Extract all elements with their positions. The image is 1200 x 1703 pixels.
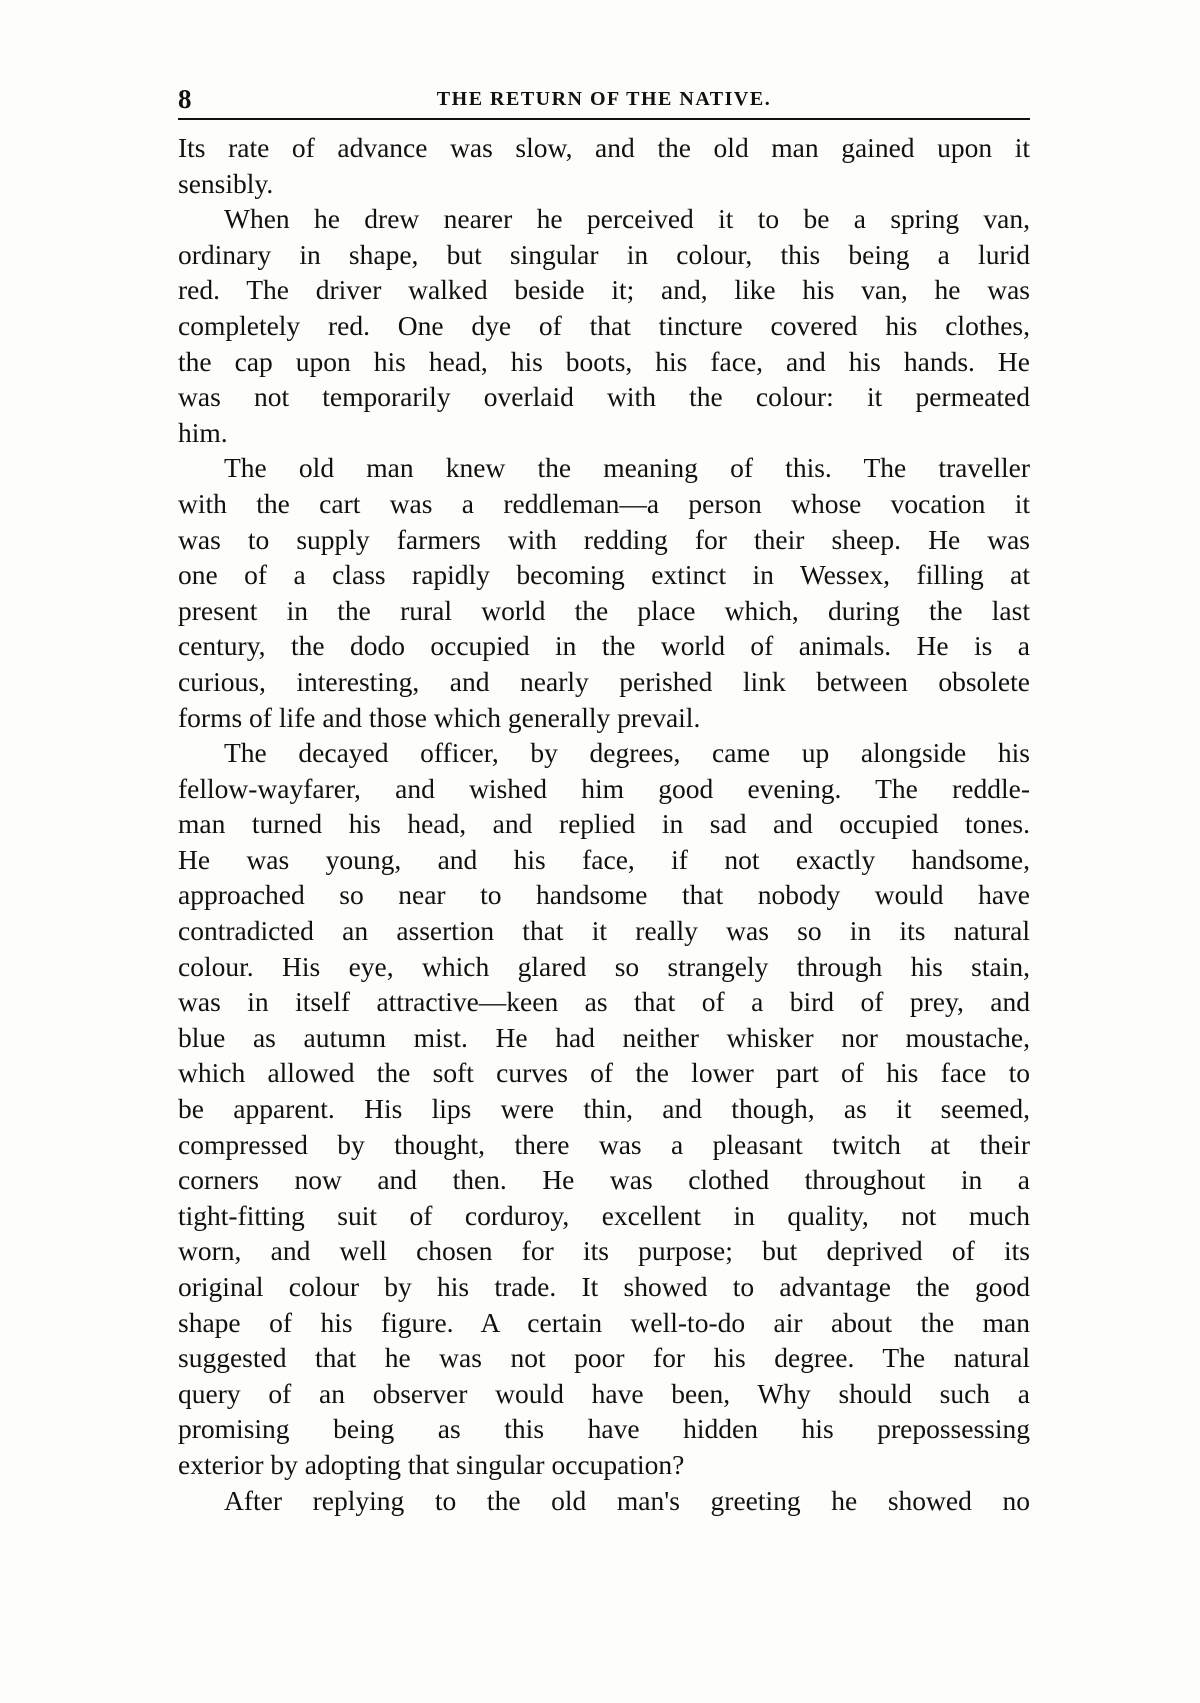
header-rule [178, 118, 1030, 120]
text-line: man turned his head, and replied in sad and occupied tones. [178, 808, 1030, 840]
text-line: The decayed officer, by degrees, came up alongside his [224, 737, 1030, 769]
text-line: present in the rural world the place which, during the last [178, 594, 1030, 626]
text-line: When he drew nearer he perceived it to be a spring van, [224, 203, 1030, 235]
body-text [178, 130, 1030, 1518]
text-line: was to supply farmers with redding for their sheep. He was [178, 523, 1030, 555]
text-line: was not temporarily overlaid with the colour: it permeated [178, 381, 1030, 413]
text-line: which allowed the soft curves of the lower part of his face to [178, 1057, 1030, 1089]
running-title: THE RETURN OF THE NATIVE. [436, 88, 772, 110]
text-line: exterior by adopting that singular occupation? [178, 1448, 685, 1480]
text-line: The old man knew the meaning of this. The traveller [224, 452, 1030, 484]
text-line: completely red. One dye of that tincture covered his clothes, [178, 309, 1030, 341]
text-line: was in itself attractive—keen as that of a bird of prey, and [178, 986, 1030, 1018]
text-line: shape of his figure. A certain well-to-do air about the man [178, 1306, 1030, 1338]
text-line: sensibly. [178, 167, 274, 199]
text-line: fellow-wayfarer, and wished him good evening. The reddle- [178, 772, 1030, 804]
text-line: curious, interesting, and nearly perished link between obsolete [178, 665, 1030, 697]
text-line: suggested that he was not poor for his degree. The natural [178, 1342, 1030, 1374]
running-head [178, 84, 1030, 114]
text-line: corners now and then. He was clothed throughout in a [178, 1164, 1030, 1196]
text-line: blue as autumn mist. He had neither whisker nor moustache, [178, 1021, 1030, 1053]
text-line: He was young, and his face, if not exactly handsome, [178, 843, 1030, 875]
text-line: tight-fitting suit of corduroy, excellent in quality, not much [178, 1199, 1030, 1231]
text-line: century, the dodo occupied in the world of animals. He is a [178, 630, 1030, 662]
text-line: forms of life and those which generally prevail. [178, 701, 701, 733]
text-line: red. The driver walked beside it; and, like his van, he was [178, 274, 1030, 306]
text-line: query of an observer would have been, Why should such a [178, 1377, 1030, 1409]
text-line: After replying to the old man's greeting he showed no [224, 1484, 1030, 1516]
text-line: original colour by his trade. It showed to advantage the good [178, 1271, 1030, 1302]
text-line: the cap upon his head, his boots, his face, and his hands. He [178, 345, 1030, 377]
text-line: contradicted an assertion that it really was so in its natural [178, 915, 1030, 947]
text-line: compressed by thought, there was a pleasant twitch at their [178, 1128, 1030, 1160]
text-line: colour. His eye, which glared so strangely through his stain, [178, 950, 1030, 982]
text-line: be apparent. His lips were thin, and though, as it seemed, [178, 1093, 1030, 1125]
page-number: 8 [178, 84, 192, 114]
text-line: Its rate of advance was slow, and the old man gained upon it [178, 132, 1030, 163]
text-line: promising being as this have hidden his prepossessing [178, 1413, 1030, 1445]
text-line: with the cart was a reddleman—a person whose vocation it [178, 487, 1030, 519]
text-line: ordinary in shape, but singular in colour, this being a lurid [178, 238, 1030, 270]
text-line: approached so near to handsome that nobody would have [178, 879, 1030, 911]
text-line: worn, and well chosen for its purpose; but deprived of its [178, 1235, 1030, 1267]
text-line: one of a class rapidly becoming extinct in Wessex, filling at [178, 559, 1030, 591]
text-line: him. [178, 416, 228, 448]
